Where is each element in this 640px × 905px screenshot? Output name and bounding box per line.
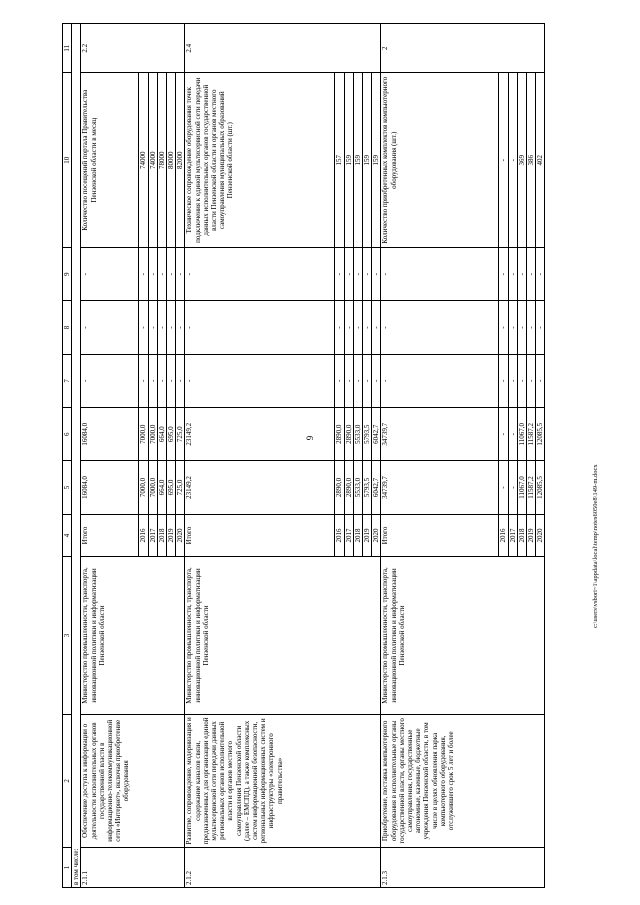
year-value: 7000,0 (148, 461, 157, 514)
year-value: - (372, 354, 381, 407)
total-value: 23149,2 (185, 461, 335, 514)
year-cell: 2016 (499, 514, 508, 557)
total-value: - (81, 354, 139, 407)
year-cell: 2020 (176, 514, 185, 557)
year-value: 11587,2 (527, 461, 536, 514)
table-header-row (63, 24, 72, 888)
column-number-header: 9 (63, 248, 72, 301)
indicator-name: Техническое сопровождение оборудования точек подключения к единой мультисервисной сети передачи данных исполнительных органов государственной власти Пензенской области и органов местного самоуправления муниципальных образований Пензенской области (шт.) (185, 73, 335, 248)
year-cell: 2018 (157, 514, 166, 557)
executor: Министерство промышленности, транспорта, инновационной политики и информатизации Пензенской области (381, 557, 545, 714)
year-value: - (148, 301, 157, 354)
year-value: - (139, 248, 148, 301)
year-value: - (167, 248, 176, 301)
indicator-name: Количество посещений портала Правительства Пензенской области в месяц (81, 73, 139, 248)
year-value: - (148, 248, 157, 301)
activity-name: Обеспечение доступа к информации о деятельности исполнительных органов государственной власти в информационно-телекоммуникационной сети «Интернет», включая приобретение оборудования (81, 714, 185, 847)
year-value: - (499, 73, 508, 248)
year-value: - (353, 301, 362, 354)
year-value: 695,0 (167, 408, 176, 461)
column-number-header: 5 (63, 461, 72, 514)
year-value: - (176, 301, 185, 354)
year-value: - (499, 248, 508, 301)
footer-file-path: c:\users\vsbori~1\appdata\local\temp\notes6050e8\149-m.docx (592, 464, 599, 628)
year-value: - (499, 461, 508, 514)
year-value: - (536, 248, 545, 301)
year-value: 369 (517, 73, 526, 248)
column-number-header: 4 (63, 514, 72, 557)
year-value: - (167, 301, 176, 354)
year-value: - (157, 301, 166, 354)
year-value: - (167, 354, 176, 407)
year-value: - (527, 248, 536, 301)
column-number-header: 8 (63, 301, 72, 354)
year-value: 74000 (139, 73, 148, 248)
table-body (63, 24, 545, 888)
year-value: 5793,5 (363, 408, 372, 461)
year-value: - (499, 408, 508, 461)
total-value: 34739,7 (381, 408, 499, 461)
page-number: 9 (305, 435, 315, 441)
column-number-header: 3 (63, 557, 72, 714)
year-value: - (335, 354, 344, 407)
year-value: 664,0 (157, 461, 166, 514)
year-value: - (517, 354, 526, 407)
year-value: 7000,0 (139, 408, 148, 461)
year-value: 725,0 (176, 461, 185, 514)
column-number-header: 6 (63, 408, 72, 461)
reference-value: 2 (381, 24, 545, 73)
year-cell: 2017 (508, 514, 517, 557)
year-cell: 2016 (139, 514, 148, 557)
year-cell: 2018 (517, 514, 526, 557)
year-value: - (508, 248, 517, 301)
year-value: - (536, 354, 545, 407)
total-label: Итого (381, 514, 499, 557)
year-value: - (508, 461, 517, 514)
year-value: 80000 (167, 73, 176, 248)
year-value: - (508, 73, 517, 248)
total-value: - (381, 354, 499, 407)
year-cell: 2020 (372, 514, 381, 557)
table-row (185, 24, 335, 888)
reference-value: 2.2 (81, 24, 185, 73)
activity-name: Развитие, сопровождение, модернизация и содержание каналов связи, предназначенных для организации единой мультисервисной сети передачи данных региональных органов исполнительной власти и органов местного самоуправления Пензенской области (далее – ЕМСПД), а также комплексных систем информационной безопасности, региональных информационных систем и инфраструктуры «электронного правительства» (185, 714, 381, 847)
total-value: 34739,7 (381, 461, 499, 514)
year-value: - (508, 354, 517, 407)
year-value: 159 (363, 73, 372, 248)
year-value: 159 (353, 73, 362, 248)
year-value: 5793,5 (363, 461, 372, 514)
table-row (81, 24, 139, 888)
year-value: 7000,0 (148, 408, 157, 461)
year-value: - (499, 354, 508, 407)
year-value: 7000,0 (139, 461, 148, 514)
subtitle-row (72, 24, 81, 888)
year-value: - (157, 248, 166, 301)
year-value: 386 (527, 73, 536, 248)
year-value: - (344, 354, 353, 407)
year-value: - (176, 248, 185, 301)
year-value: 159 (372, 73, 381, 248)
year-cell: 2017 (344, 514, 353, 557)
year-value: 12085,5 (536, 408, 545, 461)
year-value: 74000 (148, 73, 157, 248)
column-number-header: 11 (63, 24, 72, 73)
year-value: - (363, 354, 372, 407)
year-cell: 2019 (527, 514, 536, 557)
year-value: - (139, 301, 148, 354)
year-cell: 2019 (167, 514, 176, 557)
table-row (381, 24, 499, 888)
year-value: 6042,7 (372, 408, 381, 461)
year-value: 11067,0 (517, 461, 526, 514)
year-value: 11067,0 (517, 408, 526, 461)
program-activities-table (62, 23, 545, 888)
year-value: - (527, 354, 536, 407)
year-value: 159 (344, 73, 353, 248)
year-value: - (353, 354, 362, 407)
year-value: - (536, 301, 545, 354)
year-value: - (508, 408, 517, 461)
year-value: 2890,0 (344, 461, 353, 514)
year-value: - (372, 248, 381, 301)
year-value: 2890,0 (335, 461, 344, 514)
total-value: - (185, 248, 335, 301)
year-value: - (527, 301, 536, 354)
total-value: - (185, 301, 335, 354)
year-cell: 2020 (536, 514, 545, 557)
year-value: 78000 (157, 73, 166, 248)
year-value: - (344, 301, 353, 354)
year-value: - (157, 354, 166, 407)
year-cell: 2016 (335, 514, 344, 557)
activity-name: Приобретение, поставка компьютерного оборудования в исполнительные органы государственной власти, органы местного самоуправления, государственные автономные, казенные, бюджетные учреждения Пензенской области, в том числе в целях обновления парка компьютерного оборудования, отслужившего срок 5 лет и более (381, 714, 545, 847)
year-value: 157 (335, 73, 344, 248)
total-label: Итого (185, 514, 335, 557)
year-value: 6042,7 (372, 461, 381, 514)
year-value: - (335, 301, 344, 354)
reference-value: 2.4 (185, 24, 381, 73)
year-value: - (353, 248, 362, 301)
total-value: - (185, 354, 335, 407)
column-number-header: 7 (63, 354, 72, 407)
rotated-table-container (62, 23, 545, 888)
column-number-header: 10 (63, 73, 72, 248)
year-value: 2890,0 (344, 408, 353, 461)
year-value: - (344, 248, 353, 301)
year-value: 82000 (176, 73, 185, 248)
year-value: - (517, 301, 526, 354)
year-value: - (176, 354, 185, 407)
year-value: - (139, 354, 148, 407)
year-cell: 2019 (363, 514, 372, 557)
total-value: 16084,0 (81, 461, 139, 514)
year-value: - (499, 301, 508, 354)
year-cell: 2017 (148, 514, 157, 557)
year-value: - (363, 248, 372, 301)
indicator-name: Количество приобретенных комплектов компьютерного оборудования (шт.) (381, 73, 499, 248)
row-number: 2.1.2 (185, 848, 381, 888)
total-value: - (81, 248, 139, 301)
in-that-number-label: в том числе: (72, 24, 81, 888)
total-value: - (381, 301, 499, 354)
row-number: 2.1.3 (381, 848, 545, 888)
year-value: 695,0 (167, 461, 176, 514)
year-value: - (148, 354, 157, 407)
executor: Министерство промышленности, транспорта, инновационной политики и информатизации Пензенской области (81, 557, 185, 714)
year-value: - (372, 301, 381, 354)
year-value: - (508, 301, 517, 354)
row-number: 2.1.1 (81, 848, 185, 888)
executor: Министерство промышленности, транспорта, инновационной политики и информатизации Пензенской области (185, 557, 381, 714)
year-value: 5533,0 (353, 408, 362, 461)
total-value: 23149,2 (185, 408, 335, 461)
year-cell: 2018 (353, 514, 362, 557)
year-value: 12085,5 (536, 461, 545, 514)
year-value: 664,0 (157, 408, 166, 461)
total-value: - (381, 248, 499, 301)
total-value: 16084,0 (81, 408, 139, 461)
column-number-header: 1 (63, 848, 72, 888)
year-value: - (363, 301, 372, 354)
year-value: 725,0 (176, 408, 185, 461)
total-label: Итого (81, 514, 139, 557)
year-value: - (517, 248, 526, 301)
year-value: - (335, 248, 344, 301)
year-value: 11587,2 (527, 408, 536, 461)
column-number-header: 2 (63, 714, 72, 847)
year-value: 5533,0 (353, 461, 362, 514)
year-value: 402 (536, 73, 545, 248)
total-value: - (81, 301, 139, 354)
year-value: 2890,0 (335, 408, 344, 461)
